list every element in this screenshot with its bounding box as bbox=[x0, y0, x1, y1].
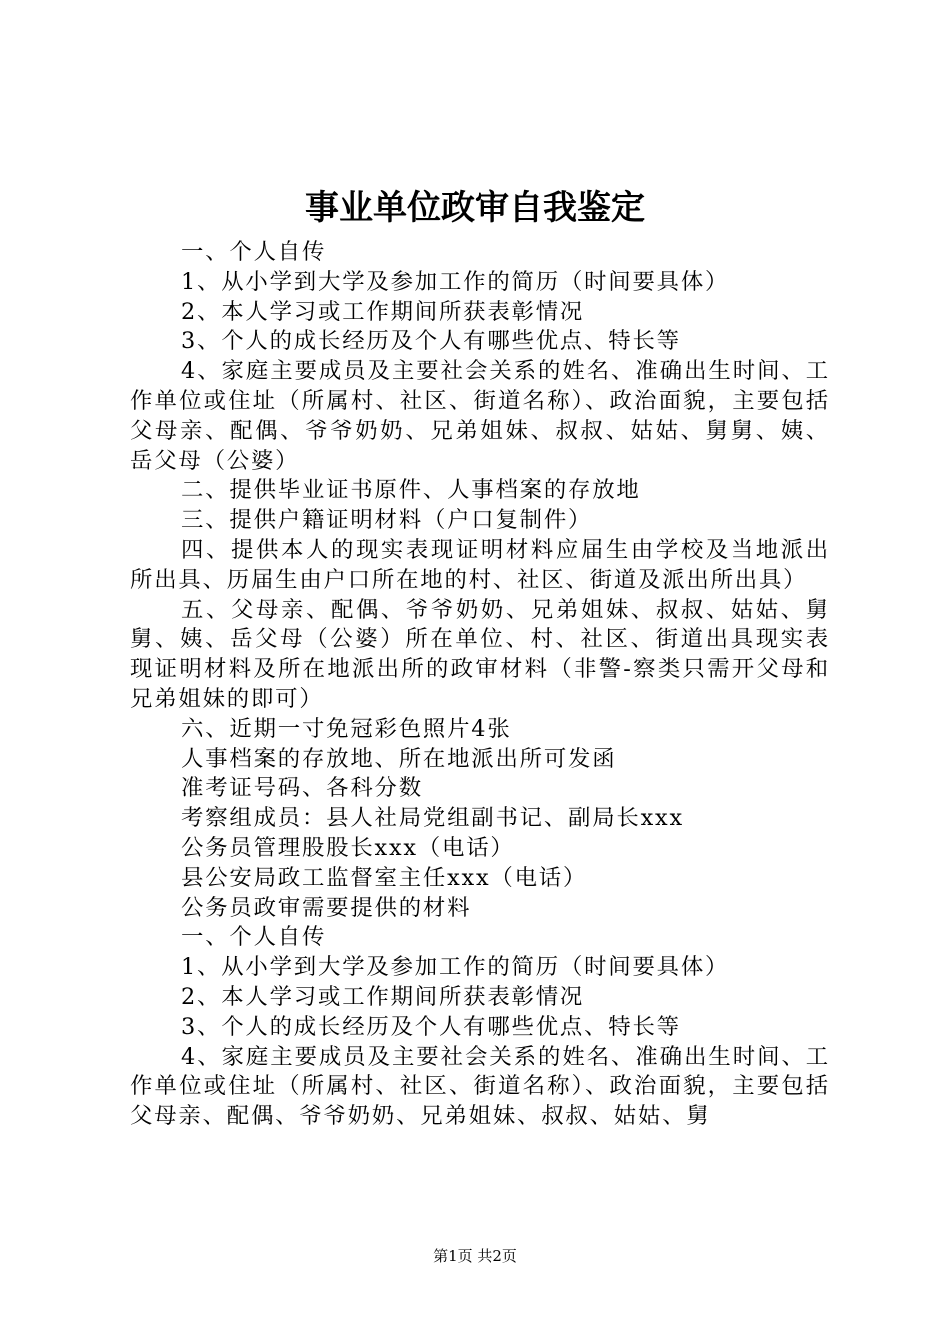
paragraph: 四、提供本人的现实表现证明材料应届生由学校及当地派出所出具、历届生由户口所在地的村、社区、街道及派出所出具） bbox=[130, 536, 830, 593]
paragraph: 准考证号码、各科分数 bbox=[181, 775, 423, 802]
paragraph: 1、从小学到大学及参加工作的简历（时间要具体） bbox=[181, 268, 730, 295]
document-title: 事业单位政审自我鉴定 bbox=[305, 188, 645, 228]
document-body bbox=[130, 238, 830, 1132]
paragraph: 2、本人学习或工作期间所获表彰情况 bbox=[181, 298, 585, 325]
paragraph: 2、本人学习或工作期间所获表彰情况 bbox=[181, 983, 585, 1010]
paragraph: 4、家庭主要成员及主要社会关系的姓名、准确出生时间、工作单位或住址（所属村、社区、街道名称）、政治面貌，主要包括父母亲、配偶、爷爷奶奶、兄弟姐妹、叔叔、姑姑、舅舅、姨、岳父母（公婆） bbox=[130, 358, 830, 474]
paragraph: 1、从小学到大学及参加工作的简历（时间要具体） bbox=[181, 954, 730, 981]
paragraph: 县公安局政工监督室主任xxx（电话） bbox=[181, 864, 588, 891]
paragraph: 4、家庭主要成员及主要社会关系的姓名、准确出生时间、工作单位或住址（所属村、社区、街道名称）、政治面貌，主要包括父母亲、配偶、爷爷奶奶、兄弟姐妹、叔叔、姑姑、舅 bbox=[130, 1043, 830, 1130]
paragraph: 公务员管理股股长xxx（电话） bbox=[181, 834, 515, 861]
paragraph: 六、近期一寸免冠彩色照片4张 bbox=[181, 715, 512, 742]
paragraph: 一、个人自传 bbox=[181, 924, 327, 951]
paragraph: 3、个人的成长经历及个人有哪些优点、特长等 bbox=[181, 1013, 681, 1040]
paragraph: 三、提供户籍证明材料（户口复制件） bbox=[181, 507, 593, 534]
paragraph: 考察组成员：县人社局党组副书记、副局长xxx bbox=[181, 805, 684, 832]
paragraph: 二、提供毕业证书原件、人事档案的存放地 bbox=[181, 477, 641, 504]
paragraph: 五、父母亲、配偶、爷爷奶奶、兄弟姐妹、叔叔、姑姑、舅舅、姨、岳父母（公婆）所在单位、村、社区、街道出具现实表现证明材料及所在地派出所的政审材料（非警-察类只需开父母和兄弟姐妹的即可） bbox=[130, 596, 830, 712]
paragraph: 公务员政审需要提供的材料 bbox=[181, 894, 472, 921]
page-footer: 第1页 共2页 bbox=[433, 1247, 517, 1265]
paragraph: 人事档案的存放地、所在地派出所可发函 bbox=[181, 745, 617, 772]
paragraph: 一、个人自传 bbox=[181, 239, 327, 265]
paragraph: 3、个人的成长经历及个人有哪些优点、特长等 bbox=[181, 328, 681, 355]
